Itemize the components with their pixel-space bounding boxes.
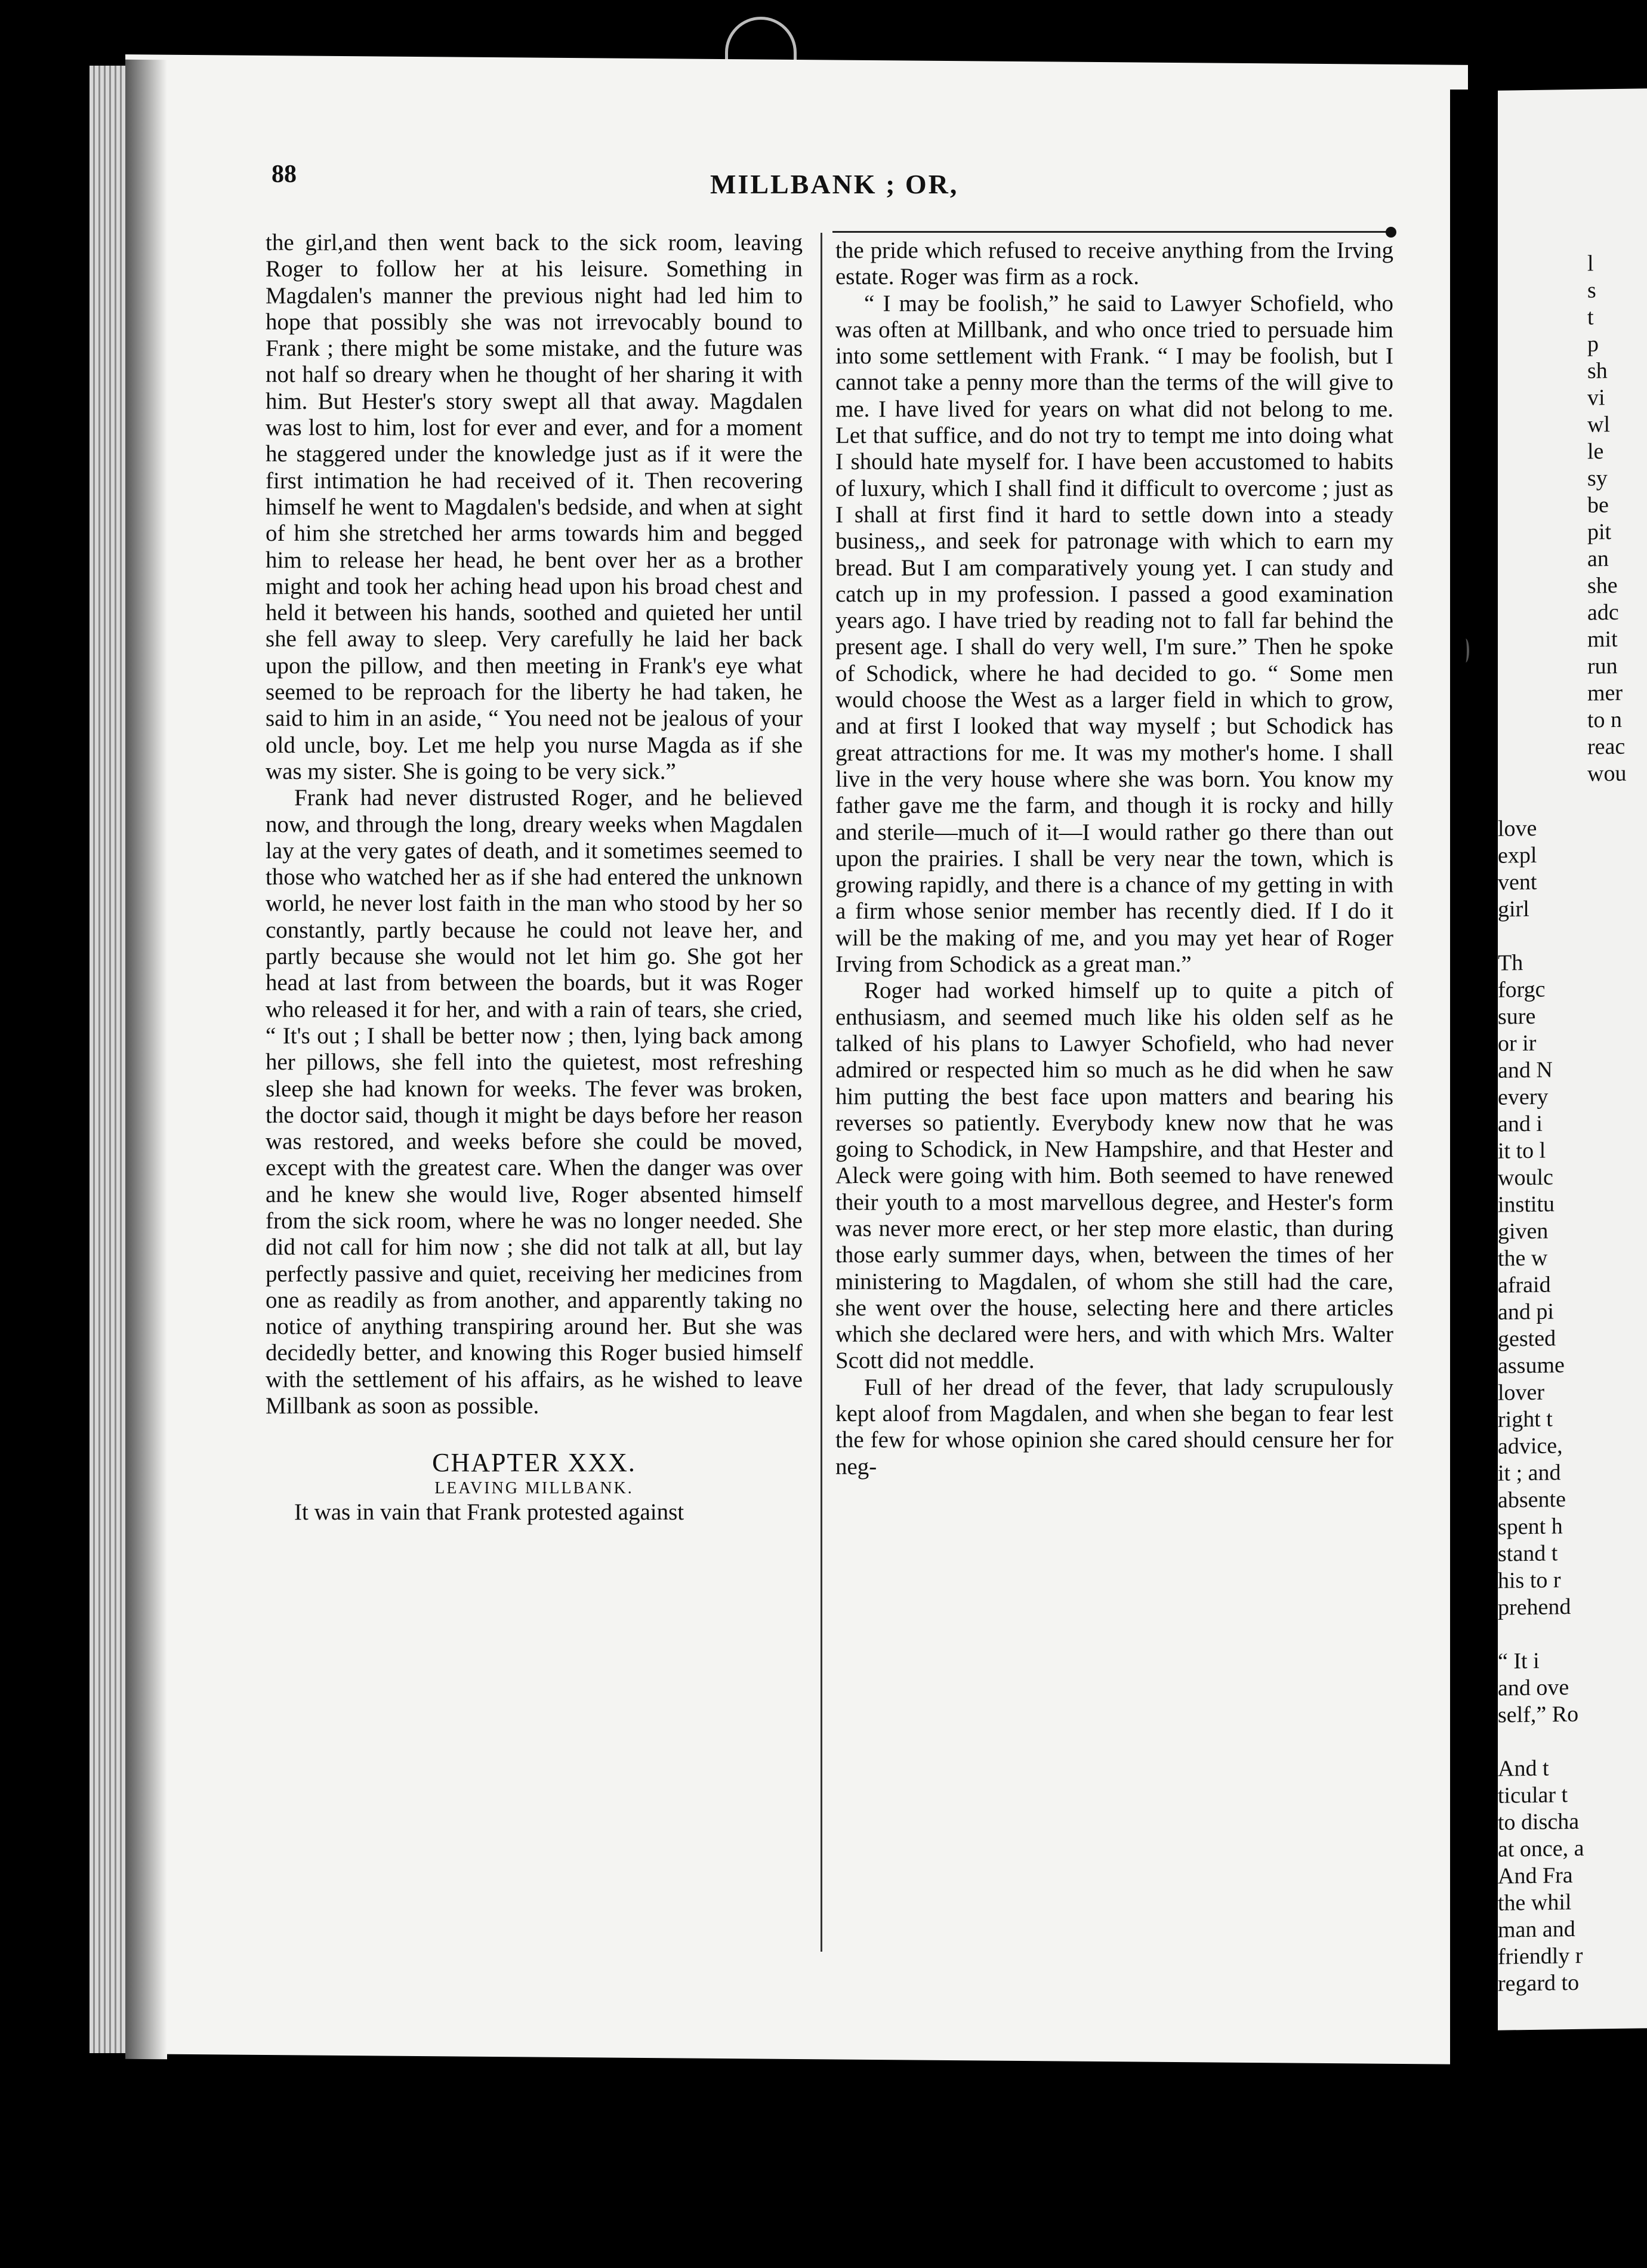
facing-page [1498, 88, 1647, 2030]
scan-speck [1462, 639, 1469, 662]
facing-page-fragment: Th [1498, 950, 1523, 976]
facing-page-fragment: And Fra [1498, 1862, 1573, 1889]
facing-page-fragment: given [1498, 1218, 1549, 1244]
paragraph: Roger had worked himself up to quite a pitch of enthusiasm, and seemed much like his olden self as he talked of his plans to Lawyer Schofield, who had never admired or respected him so much as he did when he saw him putting the best face upon matters and bearing his reverses so patiently. Everybody knew now that he was going to Schodick, in New Hampshire, and that Hester and Aleck were going with him. Both seemed to have renewed their youth to a most marvellous degree, and Hester's form was never more erect, or her step more elastic, than during those early summer days, when, between the times of her ministering to Magdalen, of whom she still had the care, she went over the house, selecting here and there articles which she declared were hers, and with which Mrs. Walter Scott did not meddle. [835, 978, 1393, 1374]
facing-page-fragment: advice, [1498, 1433, 1563, 1459]
facing-page-fragment: and i [1498, 1111, 1543, 1137]
facing-page-fragment: and ove [1498, 1675, 1569, 1701]
facing-page-fragment: pit [1587, 519, 1612, 545]
facing-page-fragment: right t [1498, 1406, 1553, 1432]
facing-page-fragment: the whil [1498, 1890, 1572, 1916]
facing-page-fragment: stand t [1498, 1540, 1558, 1567]
facing-page-fragment: and pi [1498, 1299, 1554, 1325]
facing-page-fragment: or ir [1498, 1030, 1537, 1056]
facing-page-fragment: absente [1498, 1487, 1566, 1513]
facing-page-fragment: p [1587, 331, 1599, 357]
facing-page-fragment: she [1587, 572, 1618, 599]
facing-page-fragment: t [1587, 304, 1594, 330]
facing-page-fragment: s [1587, 278, 1596, 303]
facing-page-fragment: expl [1498, 842, 1537, 868]
header-rule [832, 231, 1390, 233]
facing-page-fragment: it ; and [1498, 1460, 1561, 1486]
facing-page-fragment: at once, a [1498, 1835, 1584, 1862]
facing-page-fragment: forgc [1498, 976, 1546, 1003]
facing-page-fragment: woulc [1498, 1164, 1553, 1191]
facing-page-fragment: assume [1498, 1352, 1565, 1379]
chapter-opening: It was in vain that Frank protested against [294, 1499, 684, 1526]
chapter-heading: CHAPTER XXX. [432, 1448, 636, 1478]
facing-page-fragment: vi [1587, 385, 1605, 411]
facing-page-fragment: ticular t [1498, 1782, 1568, 1808]
facing-page-fragment: run [1587, 653, 1618, 679]
facing-page-fragment: sh [1587, 358, 1608, 384]
column-divider [821, 233, 822, 1952]
facing-page-fragment: to n [1587, 707, 1623, 733]
facing-page-fragment: an [1587, 546, 1609, 572]
facing-page-fragment: institu [1498, 1191, 1555, 1218]
paragraph: the pride which refused to receive anything from the Irving estate. Roger was firm as a rock. [835, 238, 1393, 290]
facing-page-fragment: mit [1587, 626, 1618, 652]
facing-page-fragment: mer [1587, 680, 1623, 706]
page-number: 88 [272, 161, 297, 188]
facing-page-fragment: be [1587, 492, 1609, 518]
facing-page-fragment: regard to [1498, 1970, 1580, 1996]
facing-page-fragment: self,” Ro [1498, 1701, 1579, 1728]
right-column [835, 238, 1393, 1480]
facing-page-fragment: reac [1587, 734, 1626, 760]
facing-page-fragment: friendly r [1498, 1943, 1583, 1970]
paragraph: the girl,and then went back to the sick room, leaving Roger to follow her at his leisure. Something in Magdalen's manner the previous night had led him to hope that possibly she was not irrevocably bound to Frank ; there might be some mistake, and the future was not half so dreary when he thought of her sharing it with him. But Hester's story swept all that away. Magdalen was lost to him, lost for ever and ever, and for a moment he staggered under the knowledge just as if it were the first intimation he had received of it. Then recovering himself he went to Magdalen's bedside, and when at sight of him she stretched her arms towards him and begged him to release her head, he bent over her as a brother might and took her aching head upon his broad chest and held it between his hands, soothed and quieted her until she fell away to sleep. Very carefully he laid her back upon the pillow, and then meeting in Frank's eye what seemed to be reproach for the liberty he had taken, he said to him in an aside, “ You need not be jealous of your old uncle, boy. Let me help you nurse Magda as if she was my sister. She is going to be very sick.” [266, 230, 803, 784]
left-column [266, 230, 803, 1526]
facing-page-fragment: gested [1498, 1326, 1556, 1352]
facing-page-fragment: girl [1498, 896, 1529, 922]
facing-page-fragment: love [1498, 815, 1537, 842]
paragraph: Frank had never distrusted Roger, and he believed now, and through the long, dreary weeks when Magdalen lay at the very gates of death, and it sometimes seemed to those who watched her as if she had entered the unknown world, he never lost faith in the man who stood by her so constantly, partly because he could not leave her, and partly because she would not let him go. She got her head at last from between the boards, but it was Roger who released it for her, and with a rain of tears, she cried, “ It's out ; I shall be better now ; then, lying back among her pillows, she fell into the quietest, most refreshing sleep she had known for weeks. The fever was broken, the doctor said, though it might be days before her reason was restored, and weeks before she could be moved, except with the greatest care. When the danger was over and he knew she would live, Roger absented himself from the sick room, where he was no longer needed. She did not call for him now ; she did not talk at all, but lay perfectly passive and quiet, receiving her medicines from one as readily as from another, and apparently taking no notice of anything transpiring around her. But she was decidedly better, and knowing this Roger busied himself with the settlement of his affairs, as he wished to leave Millbank as soon as possible. [266, 785, 803, 1419]
facing-page-fragment: l [1587, 251, 1594, 276]
facing-page-fragment: le [1587, 439, 1604, 464]
facing-page-fragment: sy [1587, 466, 1608, 491]
facing-page-fragment: it to l [1498, 1138, 1546, 1164]
facing-page-fragment: “ It i [1498, 1648, 1540, 1674]
facing-page-fragment: every [1498, 1084, 1549, 1110]
facing-page-fragment: afraid [1498, 1272, 1551, 1298]
facing-page-fragment: to discha [1498, 1808, 1580, 1835]
facing-page-fragment: lover [1498, 1379, 1545, 1406]
running-title: MILLBANK ; OR, [710, 169, 959, 199]
rule-ornament [1386, 227, 1396, 238]
paragraph: “ I may be foolish,” he said to Lawyer Schofield, who was often at Millbank, and who once tried to persuade him into some settlement with Frank. “ I may be foolish, but I cannot take a penny more than the terms of the will give to me. I have lived for years on what did not belong to me. Let that suffice, and do not try to tempt me into doing what I should hate myself for. I have been accustomed to habits of luxury, which I shall find it difficult to overcome ; just as I shall at first find it hard to settle down into a steady business,, and seek for patronage with which to earn my bread. But I am comparatively young yet. I can study and catch up in my profession. I passed a good examination years ago. I have tried by reading not to fall far behind the present age. I shall do very well, I'm sure.” Then he spoke of Schodick, where he had decided to go. “ Some men would choose the West as a larger field in which to grow, and at first I looked that way myself ; but Schodick has great attractions for me. It was my mother's home. I shall live in the very house where she was born. You know my father gave me the farm, and though it is rocky and hilly and sterile—much of it—I would rather go there than out upon the prairies. I shall be very near the town, which is growing rapidly, and there is a chance of my getting in with a firm whose senior member has recently died. If I do it will be the making of me, and you may yet hear of Roger Irving from Schodick as a great man.” [835, 290, 1393, 978]
facing-page-fragment: his to r [1498, 1567, 1561, 1594]
page-shadow [125, 60, 167, 2060]
facing-page-fragment: vent [1498, 869, 1537, 895]
facing-page-fragment: and N [1498, 1057, 1553, 1083]
facing-page-fragment: the w [1498, 1245, 1548, 1271]
facing-page-fragment: sure [1498, 1003, 1536, 1030]
facing-page-fragment: wl [1587, 412, 1610, 437]
paragraph: Full of her dread of the fever, that lady scrupulously kept aloof from Magdalen, and when she began to fear lest the few for whose opinion she cared should censure her for neg- [835, 1374, 1393, 1480]
facing-page-fragment: And t [1498, 1755, 1549, 1782]
facing-page-fragment: prehend [1498, 1594, 1571, 1620]
facing-page-fragment: wou [1587, 760, 1627, 787]
facing-page-fragment: man and [1498, 1916, 1575, 1943]
facing-page-fragment: adc [1587, 599, 1619, 625]
chapter-subtitle: LEAVING MILLBANK. [434, 1479, 634, 1498]
facing-page-fragment: spent h [1498, 1514, 1563, 1540]
